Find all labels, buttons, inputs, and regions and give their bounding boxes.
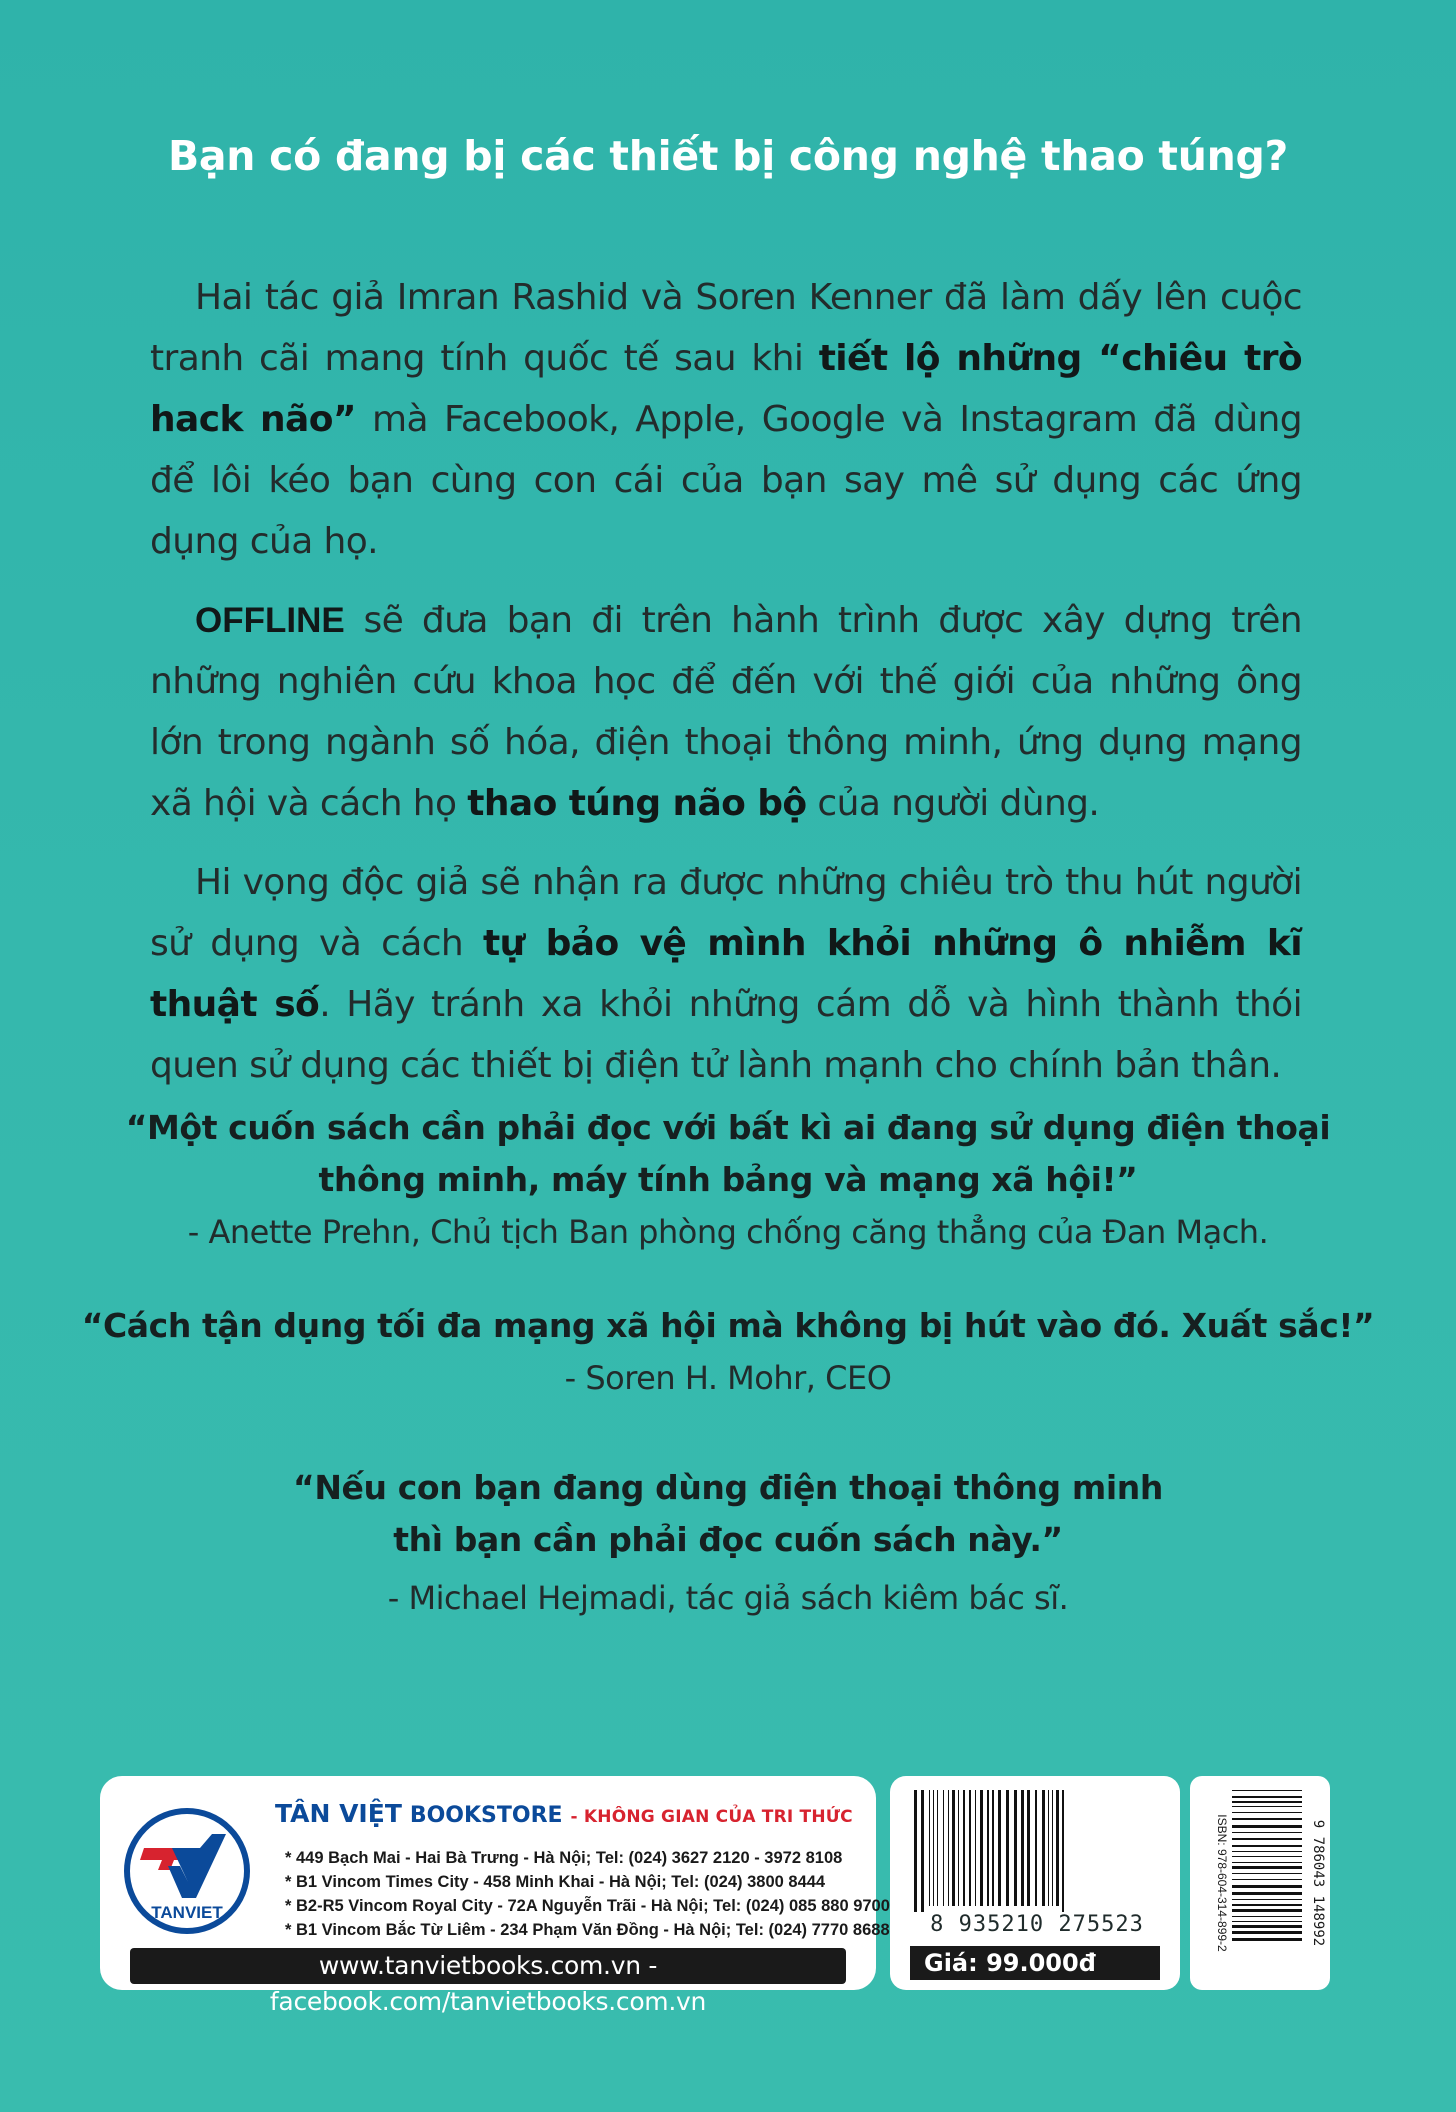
- barcode-bar: [975, 1790, 976, 1906]
- store-addresses: [285, 1846, 890, 1942]
- tanviet-logo-icon: [122, 1806, 252, 1936]
- logo-text: TANVIET: [151, 1903, 223, 1922]
- paragraph-text: Hai tác giả Imran Rashid và Soren Kenner đã làm dấy lên cuộc tranh cãi mang tính quốc tế sau khi: [150, 277, 1302, 379]
- quote-line: “Cách tận dụng tối đa mạng xã hội mà không bị hút vào đó. Xuất sắc!”: [81, 1306, 1375, 1345]
- isbn-bar: [1232, 1879, 1302, 1880]
- isbn-bar: [1232, 1909, 1302, 1912]
- barcode-bar: [1006, 1790, 1009, 1906]
- quote-line: “Một cuốn sách cần phải đọc với bất kì ai đang sử dụng điện thoại: [125, 1108, 1331, 1147]
- isbn-bar: [1232, 1921, 1302, 1922]
- isbn-bar: [1232, 1801, 1302, 1803]
- isbn-bar: [1232, 1938, 1302, 1941]
- address-line: * B1 Vincom Times City - 458 Minh Khai - Hà Nội; Tel: (024) 3800 8444: [285, 1873, 826, 1891]
- isbn-label: ISBN: 978-604-314-899-2: [1215, 1814, 1229, 1952]
- isbn-bar: [1232, 1818, 1302, 1820]
- isbn-bar: [1232, 1856, 1302, 1857]
- barcode-bar: [1056, 1790, 1059, 1906]
- isbn-bar: [1232, 1806, 1302, 1807]
- barcode-bar: [1014, 1790, 1017, 1906]
- isbn-bar: [1232, 1931, 1302, 1934]
- barcode-bar: [1035, 1790, 1037, 1906]
- barcode-bar: [937, 1790, 938, 1906]
- barcode-bar: [952, 1790, 955, 1906]
- isbn-bar: [1232, 1873, 1302, 1874]
- barcode-bar: [1062, 1790, 1064, 1912]
- paragraph-2: [150, 590, 1302, 834]
- isbn-bar: [1232, 1899, 1302, 1900]
- barcode-bar: [969, 1790, 971, 1906]
- paragraph-text: của người dùng.: [806, 783, 1100, 824]
- paragraph-3: [150, 852, 1302, 1096]
- barcode-panel: [890, 1776, 1180, 1990]
- barcode-bar: [963, 1790, 965, 1906]
- paragraph-text: sẽ đưa bạn đi trên hành trình được xây dựng trên những nghiên cứu khoa học để đến với thế giới của những ông lớn trong ngành số hóa, điện thoại thông minh, ứng dụng mạng xã hội và cách họ: [150, 600, 1302, 824]
- brand-line: [275, 1798, 853, 1833]
- paragraph-text: mà Facebook, Apple, Google và Instagram đã dùng để lôi kéo bạn cùng con cái của bạn say mê sử dụng các ứng dụng của họ.: [150, 399, 1302, 562]
- isbn-bar: [1232, 1825, 1302, 1828]
- barcode-bar: [998, 1790, 1001, 1906]
- isbn-bar: [1232, 1866, 1302, 1869]
- publisher-footer: [100, 1948, 876, 2016]
- quote-author: - Michael Hejmadi, tác giả sách kiêm bác sĩ.: [387, 1579, 1069, 1617]
- website-text: www.tanvietbooks.com.vn - facebook.com/tanvietbooks.com.vn: [130, 1948, 846, 1984]
- isbn-bar: [1232, 1885, 1302, 1888]
- paragraph-text: Hi vọng độc giả sẽ nhận ra được những chiêu trò thu hút người sử dụng và cách: [150, 862, 1302, 964]
- paragraph-text: . Hãy tránh xa khỏi những cám dỗ và hình thành thói quen sử dụng các thiết bị điện tử lành mạnh cho chính bản thân.: [150, 984, 1302, 1086]
- barcode-bar: [1027, 1790, 1030, 1906]
- isbn-number: 9 786043 148992: [1310, 1819, 1326, 1947]
- barcode-bar: [987, 1790, 989, 1906]
- quote-line: thì bạn cần phải đọc cuốn sách này.”: [393, 1520, 1063, 1559]
- address-line: * 449 Bạch Mai - Hai Bà Trưng - Hà Nội; Tel: (024) 3627 2120 - 3972 8108: [285, 1849, 843, 1867]
- barcode-bar: [1048, 1790, 1049, 1906]
- barcode-bar: [1021, 1790, 1024, 1906]
- isbn-bar: [1232, 1916, 1302, 1917]
- emphasis-text: tự bảo vệ mình khỏi những ô nhiễm kĩ thuật số: [150, 923, 1302, 1025]
- isbn-bar: [1232, 1904, 1302, 1906]
- isbn-bar: [1232, 1851, 1302, 1852]
- isbn-bar: [1232, 1862, 1302, 1863]
- brand-store: BOOKSTORE: [409, 1803, 563, 1828]
- isbn-bar: [1232, 1796, 1302, 1798]
- address-line: * B1 Vincom Bắc Từ Liêm - 234 Phạm Văn Đồng - Hà Nội; Tel: (024) 7770 8688: [285, 1921, 890, 1939]
- barcode-bar: [943, 1790, 944, 1906]
- quote-line: thông minh, máy tính bảng và mạng xã hội!”: [318, 1160, 1138, 1199]
- quote-1: [0, 1102, 1456, 1258]
- barcode-bar: [933, 1790, 934, 1906]
- isbn-bar: [1232, 1838, 1302, 1840]
- barcode-bar: [914, 1790, 917, 1912]
- barcode-bar: [1042, 1790, 1045, 1906]
- barcode-bar: [921, 1790, 924, 1912]
- isbn-panel: [1190, 1776, 1330, 1990]
- emphasis-text: thao túng não bộ: [467, 783, 807, 824]
- price-label: Giá: 99.000đ: [910, 1946, 1160, 1980]
- isbn-bar: [1232, 1845, 1302, 1847]
- barcode-bar: [980, 1790, 983, 1906]
- barcode-bar: [958, 1790, 959, 1906]
- barcode-bar: [929, 1790, 930, 1906]
- isbn-bar: [1232, 1925, 1302, 1928]
- barcode-bar: [1052, 1790, 1053, 1906]
- barcode-number: 8 935210 275523: [930, 1912, 1144, 1937]
- headline: Bạn có đang bị các thiết bị công nghệ thao túng?: [167, 132, 1289, 180]
- quote-2: [0, 1300, 1456, 1404]
- isbn-bar: [1232, 1790, 1302, 1791]
- quote-author: - Anette Prehn, Chủ tịch Ban phòng chống căng thẳng của Đan Mạch.: [187, 1213, 1269, 1251]
- address-line: * B2-R5 Vincom Royal City - 72A Nguyễn Trãi - Hà Nội; Tel: (024) 085 880 9700: [285, 1897, 890, 1915]
- barcode-bar: [948, 1790, 949, 1906]
- isbn-barcode-icon: [1196, 1784, 1324, 1982]
- quote-line: “Nếu con bạn đang dùng điện thoại thông minh: [293, 1468, 1163, 1507]
- brand-name: TÂN VIỆT: [275, 1799, 402, 1828]
- emphasis-text: tiết lộ những “chiêu trò hack não”: [150, 338, 1302, 440]
- description: [150, 267, 1302, 1114]
- quote-3: [0, 1462, 1456, 1624]
- publisher-panel: [100, 1776, 890, 1962]
- paragraph-1: [150, 267, 1302, 572]
- barcode-bar: [992, 1790, 994, 1906]
- quote-author: - Soren H. Mohr, CEO: [564, 1359, 892, 1397]
- isbn-bar: [1232, 1892, 1302, 1895]
- book-title-text: OFFLINE: [195, 601, 345, 640]
- isbn-bar: [1232, 1832, 1302, 1833]
- isbn-bar: [1232, 1812, 1302, 1813]
- brand-slogan: - KHÔNG GIAN CỦA TRI THỨC: [570, 1807, 853, 1827]
- barcode-icon: [910, 1790, 1160, 1912]
